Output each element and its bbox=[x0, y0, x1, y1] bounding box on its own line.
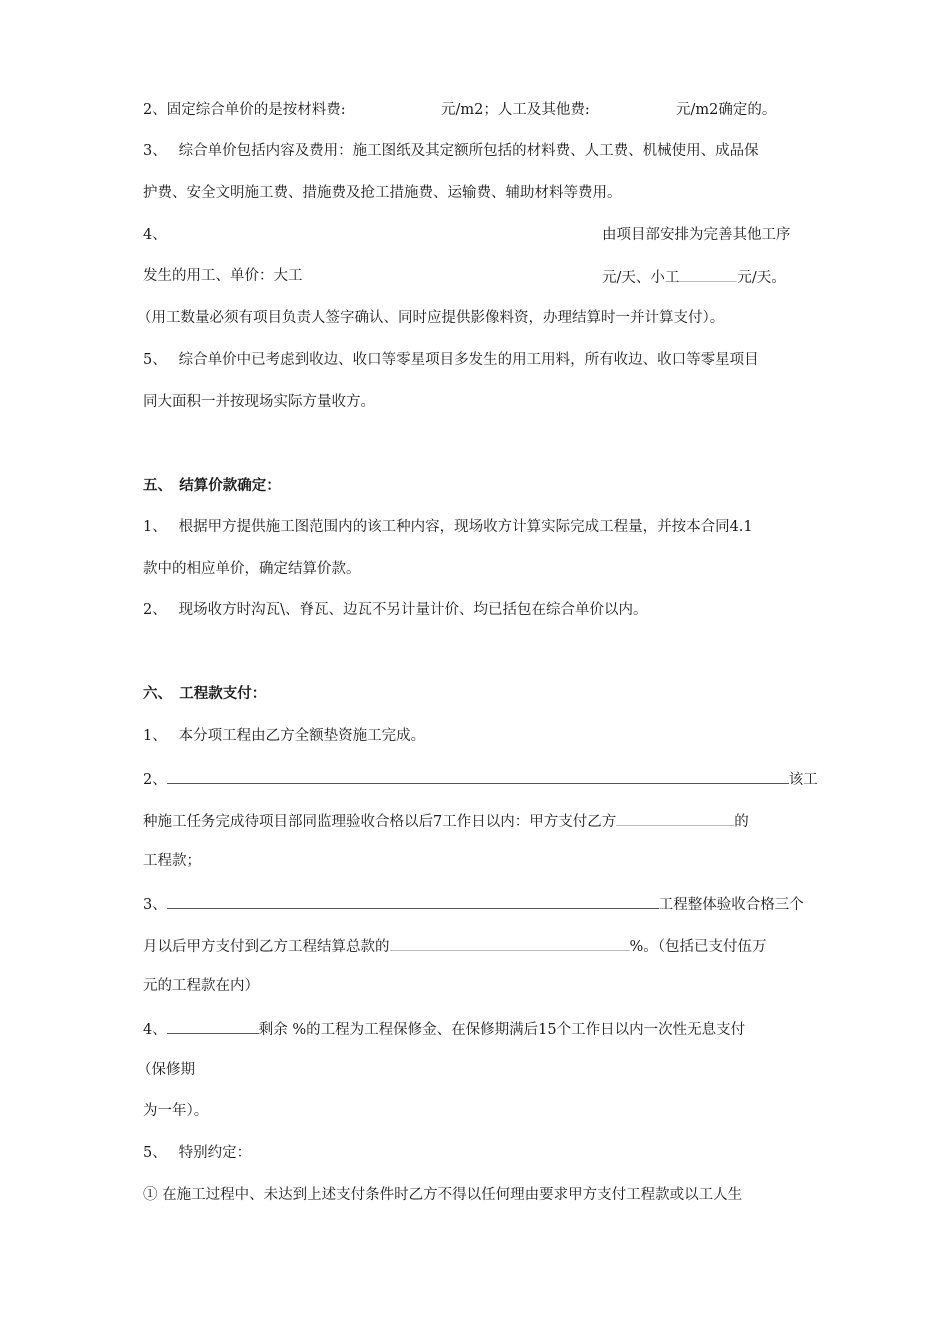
clause-4-2 bbox=[143, 100, 346, 120]
clause-5-2: 2、 现场收方时沟瓦\、脊瓦、边瓦不另计量计价、均已括包在综合单价以内。 bbox=[143, 602, 648, 618]
clause-6-2-line-2 bbox=[143, 810, 749, 832]
clause-6-3-text-b: 月以后甲方支付到乙方工程结算总款的 bbox=[143, 939, 390, 955]
clause-4-5-line-2: 同大面积一并按现场实际方量收方。 bbox=[143, 394, 375, 410]
clause-5-1-line-2: 款中的相应单价，确定结算价款。 bbox=[143, 561, 361, 577]
clause-6-5-item-1: ① 在施工过程中、未达到上述支付条件时乙方不得以任何理由要求甲方支付工程款或以工人生 bbox=[143, 1187, 743, 1203]
section-6-heading: 六、 工程款支付： bbox=[143, 685, 267, 702]
clause-4-4-text: 由项目部安排为完善其他工序 bbox=[602, 227, 791, 243]
clause-6-2-number: 2、 bbox=[143, 772, 167, 788]
clause-6-2-line-3: 工程款； bbox=[143, 853, 201, 869]
clause-6-3-line-3: 元的工程款在内） bbox=[143, 978, 259, 994]
clause-4-2-part-b: 元/m2；人工及其他费: bbox=[441, 102, 590, 118]
clause-6-2-text-a: 该工 bbox=[788, 772, 818, 788]
clause-4-4-number: 4、 bbox=[143, 227, 167, 243]
clause-6-3-line-2 bbox=[143, 935, 767, 957]
blank-field bbox=[167, 1018, 259, 1034]
clause-6-4-line-3: 为一年）。 bbox=[143, 1103, 209, 1119]
clause-4-4-wage-end: 元/天。 bbox=[737, 270, 786, 286]
clause-6-4-text: 剩余 %的工程为工程保修金、在保修期满后15个工作日以内一次性无息支付 bbox=[258, 1022, 746, 1038]
clause-4-2-part-c: 元/m2确定的。 bbox=[676, 102, 777, 118]
clause-6-1: 1、 本分项工程由乙方全额垫资施工完成。 bbox=[143, 728, 426, 744]
clause-5-1-line-1: 1、 根据甲方提供施工图范围内的该工种内容，现场收方计算实际完成工程量，并按本合同4.1 bbox=[143, 519, 753, 535]
clause-6-3-number: 3、 bbox=[143, 897, 167, 913]
clause-4-2-part-a: 2、固定综合单价的是按材料费: bbox=[143, 102, 346, 118]
section-5-heading: 五、 结算价款确定： bbox=[143, 477, 281, 494]
clause-6-4-line-1 bbox=[143, 1018, 745, 1040]
clause-4-4-wage-label: 发生的用工、单价：大工 bbox=[143, 268, 303, 284]
blank-field bbox=[616, 810, 734, 826]
clause-6-3-text-c: %。（包括已支付伍万 bbox=[629, 939, 767, 955]
clause-4-5-line-1: 5、 综合单价中已考虑到收边、收口等零星项目多发生的用工用料，所有收边、收口等零星项目 bbox=[143, 352, 759, 368]
clause-6-2-line-1 bbox=[143, 768, 818, 790]
blank-field bbox=[679, 266, 737, 282]
clause-6-5: 5、 特别约定： bbox=[143, 1145, 252, 1161]
clause-6-4-line-2: （保修期 bbox=[137, 1062, 195, 1078]
clause-6-2-text-c: 的 bbox=[734, 814, 749, 830]
blank-field bbox=[167, 768, 789, 784]
clause-4-3-line-2: 护费、安全文明施工费、措施费及抢工措施费、运输费、辅助材料等费用。 bbox=[143, 185, 622, 201]
clause-6-4-number: 4、 bbox=[143, 1022, 167, 1038]
clause-6-3-text-a: 工程整体验收合格三个 bbox=[658, 897, 804, 913]
blank-field bbox=[390, 935, 630, 951]
clause-6-3-line-1 bbox=[143, 893, 804, 915]
clause-4-4-wage-unit bbox=[602, 266, 786, 288]
blank-field bbox=[167, 893, 659, 909]
clause-6-2-text-b: 种施工任务完成待项目部同监理验收合格以后7工作日以内：甲方支付乙方 bbox=[143, 814, 617, 830]
clause-4-4-wage-unit-text: 元/天、小工 bbox=[602, 270, 680, 286]
clause-4-4-note: （用工数量必须有项目负责人签字确认、同时应提供影像料资，办理结算时一并计算支付）。 bbox=[137, 310, 725, 326]
clause-4-3-line-1: 3、 综合单价包括内容及费用：施工图纸及其定额所包括的材料费、人工费、机械使用、成品保 bbox=[143, 143, 759, 159]
